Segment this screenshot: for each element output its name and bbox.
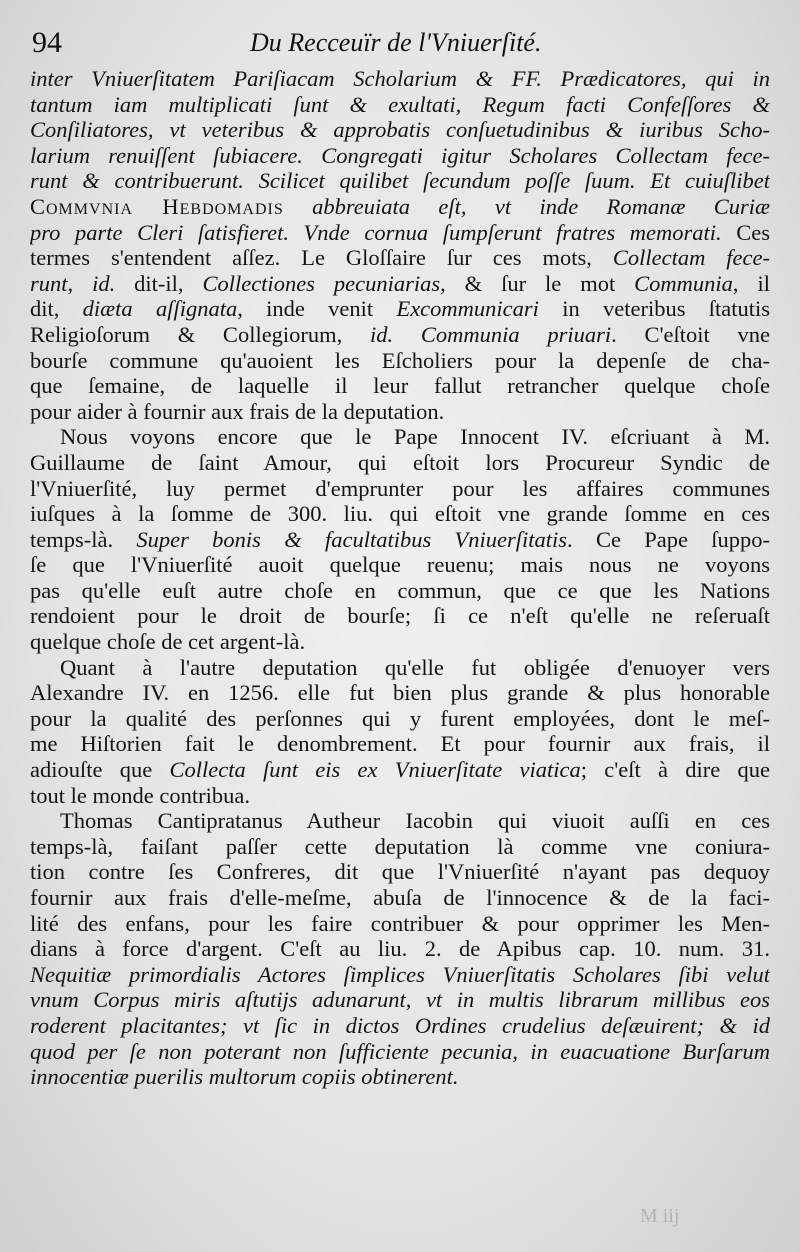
text-line: tion contre ſes Confreres, dit que l'Vniuerſité n'ayant pas dequoy	[30, 859, 770, 885]
text-line: l'Vniuerſité, luy permet d'emprunter pour les affaires communes	[30, 475, 770, 501]
bleed-through-text: M iij	[640, 1205, 680, 1227]
text-line: que ſemaine, de laquelle il leur fallut retrancher quelque choſe	[30, 373, 770, 399]
text-line: quod per ſe non poterant non ſufficiente pecunia, in euacuatione Burſarum	[30, 1038, 770, 1064]
roman-phrase: dit,	[30, 296, 83, 322]
text-line: iuſques à la ſomme de 300. liu. qui eſtoit vne grande ſomme en ces	[30, 501, 770, 527]
text-line: inter Vniuerſitatem Pariſiacam Scholarium & FF. Prædicatores, qui in	[30, 66, 770, 91]
text-line: runt & contribuerunt. Scilicet quilibet ſecundum poſſe ſuum. Et cuiuſlibet	[30, 168, 770, 194]
text-line: tout le monde contribua.	[30, 782, 250, 808]
text-line: dians à force d'argent. C'eſt au liu. 2. de Apibus cap. 10. num. 31.	[30, 936, 770, 962]
roman-phrase: temps-là.	[30, 526, 137, 552]
running-head: Du Recceuïr de l'Vniuerſité.	[250, 28, 542, 57]
text-line: Nous voyons encore que le Pape Innocent IV. eſcriuant à M.	[60, 424, 770, 450]
roman-phrase: termes s'entendent aſſez. Le Gloſſaire ſur ces mots,	[30, 245, 613, 271]
roman-phrase: , inde venit	[237, 296, 397, 322]
italic-phrase: abbreuiata eſt, vt inde Romanæ Curiæ	[283, 193, 770, 219]
italic-phrase: Collecta ſunt eis ex Vniuerſitate viatica	[169, 757, 581, 783]
roman-phrase: in veteribus ſtatutis	[538, 296, 770, 322]
text-line: lité des enfans, pour les faire contribuer & pour opprimer les Men-	[30, 910, 770, 936]
text-line: fournir aux frais d'elle-meſme, abuſa de l'innocence & de la faci-	[30, 885, 770, 910]
text-line: Thomas Cantipratanus Autheur Iacobin qui viuoit auſſi en ces	[60, 808, 770, 834]
italic-phrase: runt, id.	[30, 270, 116, 296]
text-line: Guillaume de ſaint Amour, qui eſtoit lors Procureur Syndic de	[30, 449, 770, 475]
text-line	[30, 271, 770, 297]
text-line	[30, 322, 770, 348]
text-line	[30, 527, 770, 553]
text-line: larium renuiſſent ſubiacere. Congregati igitur Scholares Collectam fece-	[30, 142, 770, 168]
roman-phrase: . C'eſtoit vne	[611, 321, 770, 347]
roman-phrase: , il	[732, 270, 770, 296]
italic-phrase: id. Communia priuari	[370, 321, 612, 347]
text-line: pour la qualité des perſonnes qui y furent employées, dont le meſ-	[30, 705, 770, 731]
text-line: rendoient pour le droit de bourſe; ſi ce n'eſt qu'elle ne reſeruaſt	[30, 603, 770, 629]
text-line	[30, 757, 770, 783]
italic-phrase: Super bonis & facultatibus Vniuerſitatis	[136, 526, 568, 552]
italic-phrase: Excommunicari	[396, 296, 539, 322]
page-number: 94	[32, 26, 62, 59]
roman-phrase: adiouſte que	[30, 757, 170, 783]
roman-phrase: Ces	[721, 219, 770, 245]
text-line: me Hiſtorien fait le denombrement. Et pour fournir aux frais, il	[30, 731, 770, 757]
italic-phrase: Communia	[634, 270, 733, 296]
roman-phrase: . Ce Pape ſuppo-	[567, 526, 770, 552]
text-line	[30, 220, 770, 246]
roman-phrase: ; c'eſt à dire que	[580, 757, 770, 783]
text-line: bourſe commune qu'auoient les Eſcholiers pour la depenſe de cha-	[30, 347, 770, 373]
small-caps-phrase: Commvnia Hebdomadis	[30, 193, 284, 219]
italic-phrase: Collectiones pecuniarias	[202, 270, 441, 296]
text-line: Nequitiæ primordialis Actores ſimplices Vniuerſitatis Scholares ſibi velut	[30, 961, 770, 987]
text-line: pas qu'elle euſt autre choſe en commun, que ce que les Nations	[30, 577, 770, 603]
roman-phrase: Religioſorum & Collegiorum,	[30, 321, 371, 347]
text-line	[30, 296, 770, 322]
text-line: Conſiliatores, vt veteribus & approbatis conſuetudinibus & iuribus Scho-	[30, 117, 770, 143]
roman-phrase: dit-il,	[115, 270, 203, 296]
text-line: roderent placitantes; vt ſic in dictos Ordines crudelius deſæuirent; & id	[30, 1012, 770, 1038]
body-text	[30, 66, 770, 1090]
text-line: quelque choſe de cet argent-là.	[30, 629, 306, 655]
text-line: pour aider à fournir aux frais de la deputation.	[30, 398, 445, 424]
italic-phrase: diæta aſſignata	[82, 296, 238, 322]
italic-phrase: pro parte Cleri ſatisfieret. Vnde cornua ſumpſerunt fratres memorati.	[30, 219, 722, 245]
text-line: ſe que l'Vniuerſité auoit quelque reuenu; mais nous ne voyons	[30, 552, 770, 578]
text-line: vnum Corpus miris aſtutijs adunarunt, vt in multis librarum millibus eos	[30, 987, 770, 1013]
roman-phrase: , & ſur le mot	[440, 270, 635, 296]
italic-phrase: Collectam fece-	[612, 245, 770, 271]
text-line: temps-là, faiſant paſſer cette deputation là comme vne coniura-	[30, 833, 770, 859]
text-line: Alexandre IV. en 1256. elle fut bien plus grande & plus honorable	[30, 680, 770, 706]
text-line	[30, 194, 770, 220]
text-line	[30, 245, 770, 271]
text-line: tantum iam multiplicati ſunt & exultati, Regum facti Confeſſores &	[30, 91, 770, 117]
text-line: Quant à l'autre deputation qu'elle fut obligée d'enuoyer vers	[60, 654, 770, 680]
text-line: innocentiæ puerilis multorum copiis obtinerent.	[30, 1064, 459, 1090]
page-header	[0, 26, 800, 66]
